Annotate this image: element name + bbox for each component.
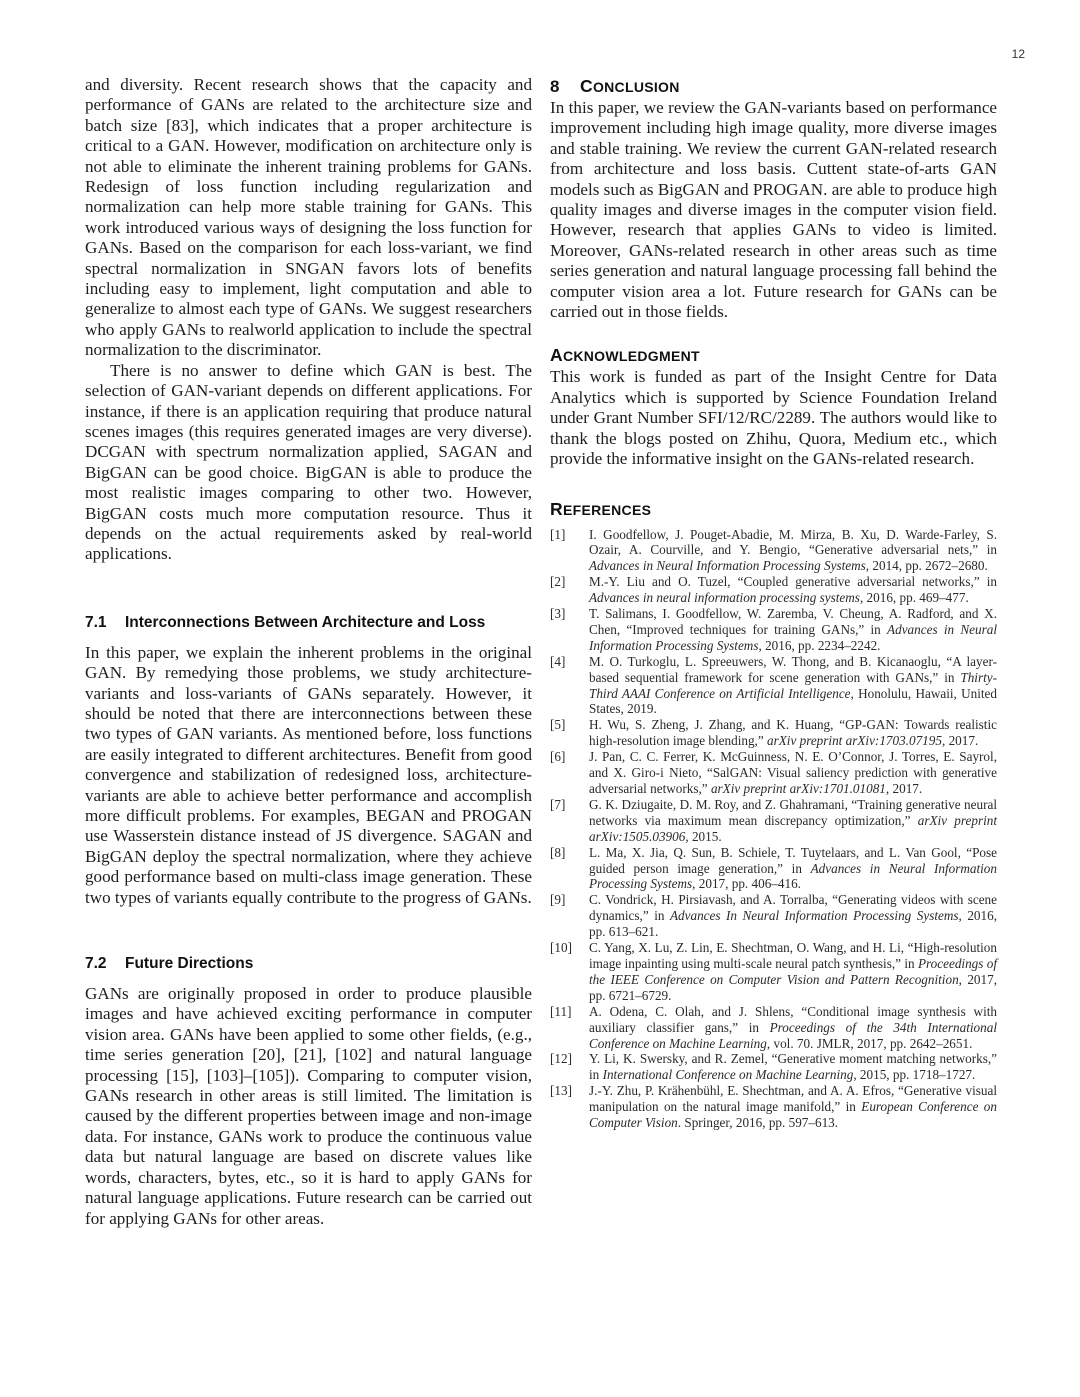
reference-details: , 2016, pp. 469–477. bbox=[859, 590, 969, 606]
reference-label: [11] bbox=[550, 1003, 572, 1019]
reference-item-11 bbox=[550, 1004, 997, 1052]
reference-list bbox=[550, 527, 997, 1131]
reference-details: , 2017. bbox=[885, 781, 923, 796]
paragraph-future-directions: GANs are originally proposed in order to produce plausible images and have achieved exciting performance in computer vision area. GANs have been applied to some other fields, (e.g., time series generation [20], [21], [102] and natural language processing [15], [103]–[105]). Comparing to computer vision, GANs research in other areas is still limited. The limitation is caused by the different properties between image and non-image data. For instance, GANs work to produce the continuous value data but natural language are based on discrete values like words, characters, bytes, etc., so it is hard to apply GANs for natural language applications. Future research can be carried out for applying GANs for other areas. bbox=[85, 984, 532, 1228]
reference-item-13 bbox=[550, 1083, 997, 1131]
reference-text bbox=[589, 654, 997, 718]
paragraph-which-gan-is-best: There is no answer to define which GAN is best. The selection of GAN-variant depends on different applications. For instance, if there is an application requiring that produce natural scenes images (this requires generated images are very diverse). DCGAN with spectrum normalization applied, SAGAN and BigGAN can be good choice. BigGAN is able to produce the most realistic images comparing to other two. However, BigGAN costs much more computation resource. Thus it depends on the actual requirements asked by real-world applications. bbox=[85, 360, 532, 564]
reference-item-3 bbox=[550, 606, 997, 654]
reference-text bbox=[589, 717, 997, 749]
reference-authors-title: H. Wu, S. Zheng, J. Zhang, and K. Huang, “GP-GAN: Towards realistic high-resolution image blending,” bbox=[589, 717, 997, 749]
reference-details: , 2017, pp. 406–416. bbox=[692, 876, 801, 892]
reference-authors-title: T. Salimans, I. Goodfellow, W. Zaremba, V. Cheung, A. Radford, and X. Chen, “Improved techniques for training GANs,” in bbox=[589, 606, 997, 637]
reference-details: . Springer, 2016, pp. 597–613. bbox=[677, 1115, 839, 1131]
reference-venue: arXiv preprint arXiv:1505.03906 bbox=[589, 812, 997, 844]
reference-label: [5] bbox=[550, 717, 566, 733]
section-title-initial: A bbox=[550, 345, 563, 366]
reference-label: [2] bbox=[550, 574, 566, 590]
reference-venue: Thirty-Third AAAI Conference on Artificial Intelligence bbox=[589, 669, 997, 701]
reference-authors-title: J. Pan, C. C. Ferrer, K. McGuinness, N. E. O’Connor, J. Torres, E. Sayrol, and X. Giro-i Nieto, “SalGAN: Visual saliency prediction with generative adversarial networks,” bbox=[589, 749, 997, 796]
reference-text bbox=[589, 749, 997, 797]
reference-venue: Advances in neural information processing systems bbox=[589, 590, 860, 606]
paragraph-acknowledgment: This work is funded as part of the Insight Centre for Data Analytics which is supported by Science Foundation Ireland under Grant Number SFI/12/RC/2289. The authors would like to thank the blogs posted on Zhihu, Quora, Medium etc., which provide the informative insight on the GANs-related research. bbox=[550, 367, 997, 469]
reference-text bbox=[589, 1083, 997, 1131]
reference-item-2 bbox=[550, 574, 997, 606]
reference-authors-title: I. Goodfellow, J. Pouget-Abadie, M. Mirza, B. Xu, D. Warde-Farley, S. Ozair, A. Courville, and Y. Bengio, “Generative adversarial nets,” in bbox=[589, 526, 997, 558]
reference-label: [4] bbox=[550, 653, 566, 669]
reference-details: , vol. 70. JMLR, 2017, pp. 2642–2651. bbox=[766, 1035, 973, 1051]
reference-authors-title: A. Odena, C. Olah, and J. Shlens, “Conditional image synthesis with auxiliary classifier gans,” in bbox=[589, 1003, 997, 1035]
reference-item-1 bbox=[550, 527, 997, 575]
reference-authors-title: C. Yang, X. Lu, Z. Lin, E. Shechtman, O. Wang, and H. Li, “High-resolution image inpainting using multi-scale neural patch synthesis,” in bbox=[589, 940, 997, 971]
reference-venue: Proceedings of the IEEE Conference on Computer Vision and Pattern Recognition bbox=[589, 955, 998, 987]
reference-authors-title: C. Vondrick, H. Pirsiavash, and A. Torralba, “Generating videos with scene dynamics,” in bbox=[589, 892, 997, 924]
section-title-rest: ONCLUSION bbox=[592, 79, 680, 95]
reference-text bbox=[589, 1004, 997, 1052]
reference-venue: arXiv preprint arXiv:1701.01081 bbox=[710, 781, 886, 796]
reference-label: [3] bbox=[550, 606, 566, 622]
reference-text bbox=[589, 574, 997, 606]
reference-item-7 bbox=[550, 797, 997, 845]
reference-text bbox=[589, 892, 997, 940]
reference-text bbox=[589, 606, 997, 654]
reference-label: [10] bbox=[550, 940, 572, 956]
reference-venue: Advances In Neural Information Processing Systems bbox=[669, 908, 959, 924]
section-number: 7.2 bbox=[85, 955, 107, 973]
section-number: 7.1 bbox=[85, 613, 107, 631]
section-title-rest: EFERENCES bbox=[562, 501, 652, 518]
section-heading-conclusion bbox=[550, 75, 997, 98]
reference-label: [7] bbox=[550, 796, 566, 812]
reference-authors-title: G. K. Dziugaite, D. M. Roy, and Z. Ghahramani, “Training generative neural networks via maximum mean discrepancy optimization,” bbox=[589, 796, 997, 828]
reference-venue: arXiv preprint arXiv:1703.07195 bbox=[767, 733, 942, 749]
reference-venue: Advances in Neural Information Processing Systems bbox=[589, 860, 997, 892]
reference-venue: International Conference on Machine Learning bbox=[602, 1067, 854, 1083]
section-title-initial: R bbox=[550, 498, 563, 519]
reference-text bbox=[589, 527, 997, 575]
reference-label: [13] bbox=[550, 1083, 572, 1099]
reference-item-5 bbox=[550, 717, 997, 749]
paragraph-architecture-loss-summary: and diversity. Recent research shows that the capacity and performance of GANs are related to the architecture size and batch size [83], which indicates that a proper architecture is critical to a GAN. However, modification on architecture only is not able to eliminate the inherent training problems for GANs. Redesign of loss function including regularization and normalization can help more stable training for GANs. This work introduced various ways of designing the loss function for GANs. Based on the comparison for each loss-variant, we find spectral normalization in SNGAN favors lots of benefits including easy to implement, light computation and able to generalize to almost each type of GANs. We suggest researchers who apply GANs to realworld application to include the spectral normalization to the discriminator. bbox=[85, 75, 532, 360]
section-title-initial: C bbox=[580, 76, 593, 96]
reference-item-4 bbox=[550, 654, 997, 718]
section-heading-7-1 bbox=[85, 613, 532, 633]
section-title: Interconnections Between Architecture and Loss bbox=[125, 613, 486, 631]
reference-details: , Honolulu, Hawaii, United States, 2019. bbox=[589, 685, 997, 717]
section-heading-acknowledgment bbox=[550, 344, 997, 367]
paragraph-conclusion: In this paper, we review the GAN-variants based on performance improvement including high image quality, more diverse images and stable training. We review the current GAN-related research from architecture and loss basis. Cuttent state-of-arts GAN models such as BigGAN and PROGAN. are able to produce high quality images and diverse images in the computer vision field. However, research that applies GANs to video is limited. Moreover, GANs-related research in other areas such as time series generation and natural language processing fall behind the computer vision area a lot. Future research for GANs can be carried out in those fields. bbox=[550, 98, 997, 322]
reference-authors-title: J.-Y. Zhu, P. Krähenbühl, E. Shechtman, and A. A. Efros, “Generative visual manipulation on the natural image manifold,” in bbox=[589, 1083, 997, 1115]
reference-details: , 2017, pp. 6721–6729. bbox=[589, 971, 998, 1003]
section-title: Future Directions bbox=[125, 955, 254, 973]
section-heading-7-2 bbox=[85, 954, 532, 974]
paragraph-interconnections: In this paper, we explain the inherent problems in the original GAN. By remedying those problems, we study architecture-variants and loss-variants of GANs separately. However, it should be noted that there are interconnections between these two types of GAN variants. As mentioned before, loss functions are easily integrated to different architectures. Benefit from good convergence and stabilization of redesigned loss, architecture-variants are able to achieve better performance and accomplish more difficult problems. For examples, BEGAN and PROGAN use Wasserstein distance instead of JS divergence. SAGAN and BigGAN deploy the spectral normalization, where they achieve good performance based on multi-class image generation. These two types of variants equally contribute to the progress of GANs. bbox=[85, 642, 532, 907]
reference-details: , 2017. bbox=[941, 733, 979, 749]
reference-authors-title: L. Ma, X. Jia, Q. Sun, B. Schiele, T. Tuytelaars, and L. Van Gool, “Pose guided person image generation,” in bbox=[589, 844, 997, 876]
reference-venue: Advances in Neural Information Processing Systems bbox=[589, 558, 866, 574]
reference-authors-title: M.-Y. Liu and O. Tuzel, “Coupled generative adversarial networks,” in bbox=[589, 574, 997, 590]
reference-venue: Proceedings of the 34th International Conference on Machine Learning bbox=[589, 1019, 997, 1051]
left-column bbox=[85, 75, 532, 1229]
reference-label: [12] bbox=[550, 1051, 572, 1067]
reference-label: [9] bbox=[550, 892, 566, 908]
reference-item-6 bbox=[550, 749, 997, 797]
reference-item-8 bbox=[550, 845, 997, 893]
right-column bbox=[550, 75, 997, 1131]
page-number: 12 bbox=[1011, 47, 1025, 61]
section-heading-references bbox=[550, 498, 997, 521]
section-number: 8 bbox=[550, 77, 560, 96]
reference-venue: Advances in Neural Information Processing Systems bbox=[589, 621, 998, 653]
reference-item-10 bbox=[550, 940, 997, 1004]
reference-details: , 2016, pp. 2234–2242. bbox=[758, 637, 881, 653]
section-title-rest: CKNOWLEDGMENT bbox=[562, 348, 700, 365]
reference-authors-title: M. O. Turkoglu, L. Spreeuwers, W. Thong, and B. Kicanaoglu, “A layer-based sequential framework for scene generation with GANs,” in bbox=[589, 653, 997, 685]
reference-venue: European Conference on Computer Vision bbox=[589, 1099, 997, 1131]
reference-details: , 2015, pp. 1718–1727. bbox=[853, 1067, 976, 1083]
reference-details: , 2014, pp. 2672–2680. bbox=[865, 558, 988, 574]
reference-label: [6] bbox=[550, 749, 566, 765]
reference-label: [1] bbox=[550, 526, 566, 542]
reference-text bbox=[589, 797, 997, 845]
reference-text bbox=[589, 845, 997, 893]
reference-authors-title: Y. Li, K. Swersky, and R. Zemel, “Generative moment matching networks,” in bbox=[589, 1051, 997, 1083]
reference-item-9 bbox=[550, 892, 997, 940]
reference-label: [8] bbox=[550, 844, 566, 860]
reference-text bbox=[589, 1051, 997, 1083]
reference-item-12 bbox=[550, 1051, 997, 1083]
reference-details: , 2016, pp. 613–621. bbox=[589, 908, 998, 940]
reference-text bbox=[589, 940, 997, 1004]
reference-details: , 2015. bbox=[685, 828, 722, 844]
